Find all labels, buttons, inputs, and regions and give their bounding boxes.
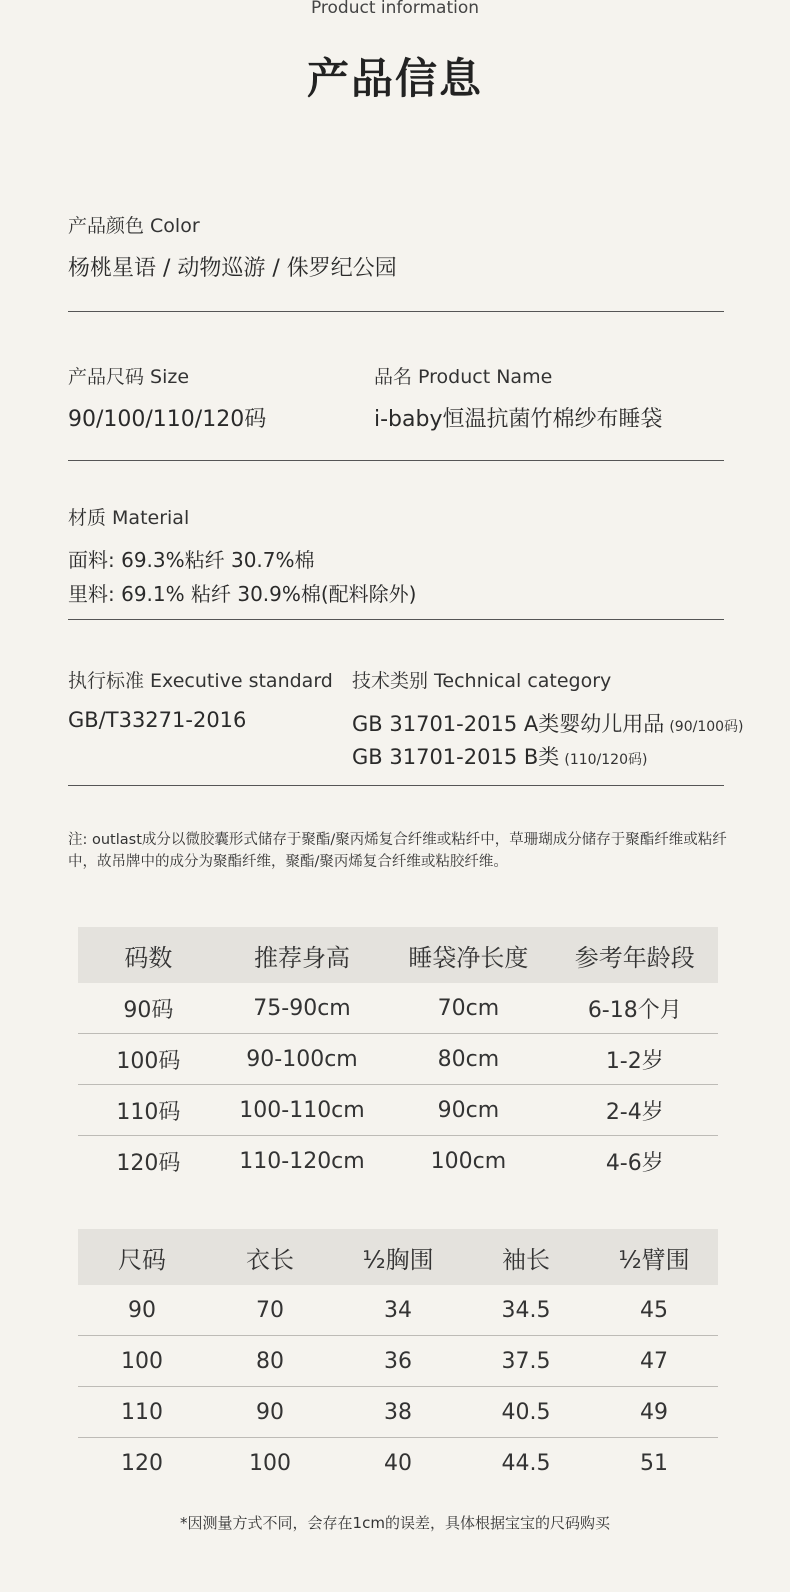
material-label: 材质 Material [68, 507, 190, 529]
composition-note: 注: outlast成分以微胶囊形式储存于聚酯/聚丙烯复合纤维或粘纤中，草珊瑚成分储存于聚酯纤维或粘纤中，故吊牌中的成分为聚酯纤维，聚酯/聚丙烯复合纤维或粘胶纤维。 [68, 832, 727, 870]
table-cell: 100 [249, 1450, 291, 1476]
column-header: 码数 [78, 927, 219, 983]
column-header: ½胸围 [334, 1229, 462, 1285]
table-cell: 4-6岁 [605, 1150, 664, 1176]
measurement-table [78, 1229, 718, 1488]
column-header: 袖长 [462, 1229, 590, 1285]
divider [68, 311, 724, 312]
category-label: 技术类别 Technical category [352, 670, 612, 692]
category-b-text: GB 31701-2015 B类 [352, 745, 560, 769]
standard-label: 执行标准 Executive standard [68, 670, 333, 692]
category-a-note: (90/100码) [669, 719, 744, 735]
table-cell: 45 [590, 1285, 718, 1336]
standard-value: GB/T33271-2016 [68, 708, 247, 732]
divider [68, 785, 724, 786]
table-cell: 70 [206, 1285, 334, 1336]
table-row [78, 1136, 718, 1187]
table-cell: 90码 [78, 983, 219, 1034]
column-header: 尺码 [78, 1229, 206, 1285]
table-cell: 120码 [116, 1150, 181, 1176]
table-cell: 49 [590, 1387, 718, 1438]
footer-note: *因测量方式不同，会存在1cm的误差，具体根据宝宝的尺码购买 [180, 1514, 610, 1532]
table-cell: 37.5 [462, 1336, 590, 1387]
table-row [78, 1336, 718, 1387]
table-row [78, 1387, 718, 1438]
table-cell: 100cm [430, 1148, 507, 1174]
table-row [78, 983, 718, 1034]
table-header-row [78, 927, 718, 983]
category-line-a [352, 708, 744, 738]
table-cell: 1-2岁 [552, 1034, 718, 1085]
category-line-b [352, 741, 647, 771]
table-row [78, 1285, 718, 1336]
product-name-label: 品名 Product Name [374, 366, 553, 388]
color-value: 杨桃星语 / 动物巡游 / 侏罗纪公园 [68, 256, 397, 281]
table-cell: 40 [384, 1450, 412, 1476]
product-name-value: i-baby恒温抗菌竹棉纱布睡袋 [374, 407, 663, 432]
material-outer: 面料: 69.3%粘纤 30.7%棉 [68, 548, 315, 572]
size-value: 90/100/110/120码 [68, 407, 267, 432]
table-cell: 44.5 [501, 1450, 551, 1476]
table-header-row [78, 1229, 718, 1285]
table-cell: 100-110cm [219, 1085, 385, 1136]
table-cell: 2-4岁 [552, 1085, 718, 1136]
category-a-text: GB 31701-2015 A类婴幼儿用品 [352, 712, 665, 736]
table-cell: 47 [590, 1336, 718, 1387]
divider [68, 619, 724, 620]
column-header: ½臂围 [590, 1229, 718, 1285]
table-cell: 75-90cm [219, 983, 385, 1034]
table-row [78, 1034, 718, 1085]
table-row [78, 1438, 718, 1489]
page-title: 产品信息 [306, 54, 483, 103]
table-cell: 36 [334, 1336, 462, 1387]
table-cell: 90cm [385, 1085, 551, 1136]
material-lining: 里料: 69.1% 粘纤 30.9%棉(配料除外) [68, 582, 417, 606]
page-subtitle: Product information [310, 0, 480, 18]
column-header: 推荐身高 [219, 927, 385, 983]
column-header: 衣长 [206, 1229, 334, 1285]
table-cell: 51 [640, 1450, 668, 1476]
table-row [78, 1085, 718, 1136]
table-cell: 90-100cm [219, 1034, 385, 1085]
table-cell: 6-18个月 [552, 983, 718, 1034]
table-cell: 110 [78, 1387, 206, 1438]
divider [68, 460, 724, 461]
table-cell: 110-120cm [239, 1148, 365, 1174]
category-b-note: (110/120码) [564, 752, 648, 768]
table-cell: 90 [78, 1285, 206, 1336]
table-cell: 80cm [385, 1034, 551, 1085]
table-cell: 110码 [78, 1085, 219, 1136]
table-cell: 34.5 [462, 1285, 590, 1336]
size-label: 产品尺码 Size [68, 366, 190, 388]
table-cell: 90 [206, 1387, 334, 1438]
column-header: 睡袋净长度 [385, 927, 551, 983]
table-cell: 34 [334, 1285, 462, 1336]
column-header: 参考年龄段 [552, 927, 718, 983]
color-label: 产品颜色 Color [68, 215, 200, 237]
table-cell: 40.5 [462, 1387, 590, 1438]
table-cell: 80 [206, 1336, 334, 1387]
table-cell: 70cm [385, 983, 551, 1034]
table-cell: 38 [334, 1387, 462, 1438]
table-cell: 100码 [78, 1034, 219, 1085]
size-recommendation-table [78, 927, 718, 1186]
table-cell: 100 [78, 1336, 206, 1387]
table-cell: 120 [121, 1450, 163, 1476]
